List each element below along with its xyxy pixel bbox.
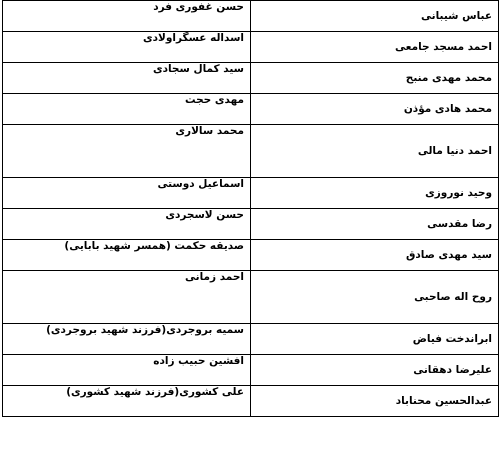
table-row	[3, 386, 499, 417]
name-cell-left: علی کشوری(فرزند شهید کشوری)	[3, 386, 251, 417]
table-row	[3, 271, 499, 324]
names-table	[2, 0, 499, 417]
table-row	[3, 209, 499, 240]
table-row	[3, 125, 499, 178]
name-cell-right: روح اله صاحبی	[251, 271, 499, 324]
name-cell-left: سمیه بروجردی(فرزند شهید بروجردی)	[3, 324, 251, 355]
table-row	[3, 324, 499, 355]
name-cell-left: سید کمال سجادی	[3, 63, 251, 94]
table-row	[3, 32, 499, 63]
name-cell-right: محمد مهدی منبح	[251, 63, 499, 94]
name-cell-right: وحید نوروزی	[251, 178, 499, 209]
name-cell-right: عبدالحسین محناباد	[251, 386, 499, 417]
name-cell-left: احمد زمانی	[3, 271, 251, 324]
name-cell-left: محمد سالاری	[3, 125, 251, 178]
table-row	[3, 178, 499, 209]
name-cell-right: رضا مقدسی	[251, 209, 499, 240]
table-row	[3, 94, 499, 125]
name-cell-left: اسداله عسگراولادی	[3, 32, 251, 63]
name-cell-left: افشین حبیب زاده	[3, 355, 251, 386]
table-row	[3, 63, 499, 94]
name-cell-left: اسماعیل دوستی	[3, 178, 251, 209]
name-cell-right: محمد هادی مؤذن	[251, 94, 499, 125]
name-cell-left: مهدی حجت	[3, 94, 251, 125]
name-cell-right: ابراندخت فیاض	[251, 324, 499, 355]
name-cell-left: حسن غفوری فرد	[3, 1, 251, 32]
table-row	[3, 240, 499, 271]
table-row	[3, 355, 499, 386]
name-cell-right: احمد مسجد جامعی	[251, 32, 499, 63]
name-cell-right: عباس شیبانی	[251, 1, 499, 32]
table-row	[3, 1, 499, 32]
name-cell-right: سید مهدی صادق	[251, 240, 499, 271]
name-cell-right: علیرضا دهقانی	[251, 355, 499, 386]
name-cell-right: احمد دنیا مالی	[251, 125, 499, 178]
name-cell-left: صدیقه حکمت (همسر شهید بابایی)	[3, 240, 251, 271]
name-cell-left: حسن لاسجردی	[3, 209, 251, 240]
